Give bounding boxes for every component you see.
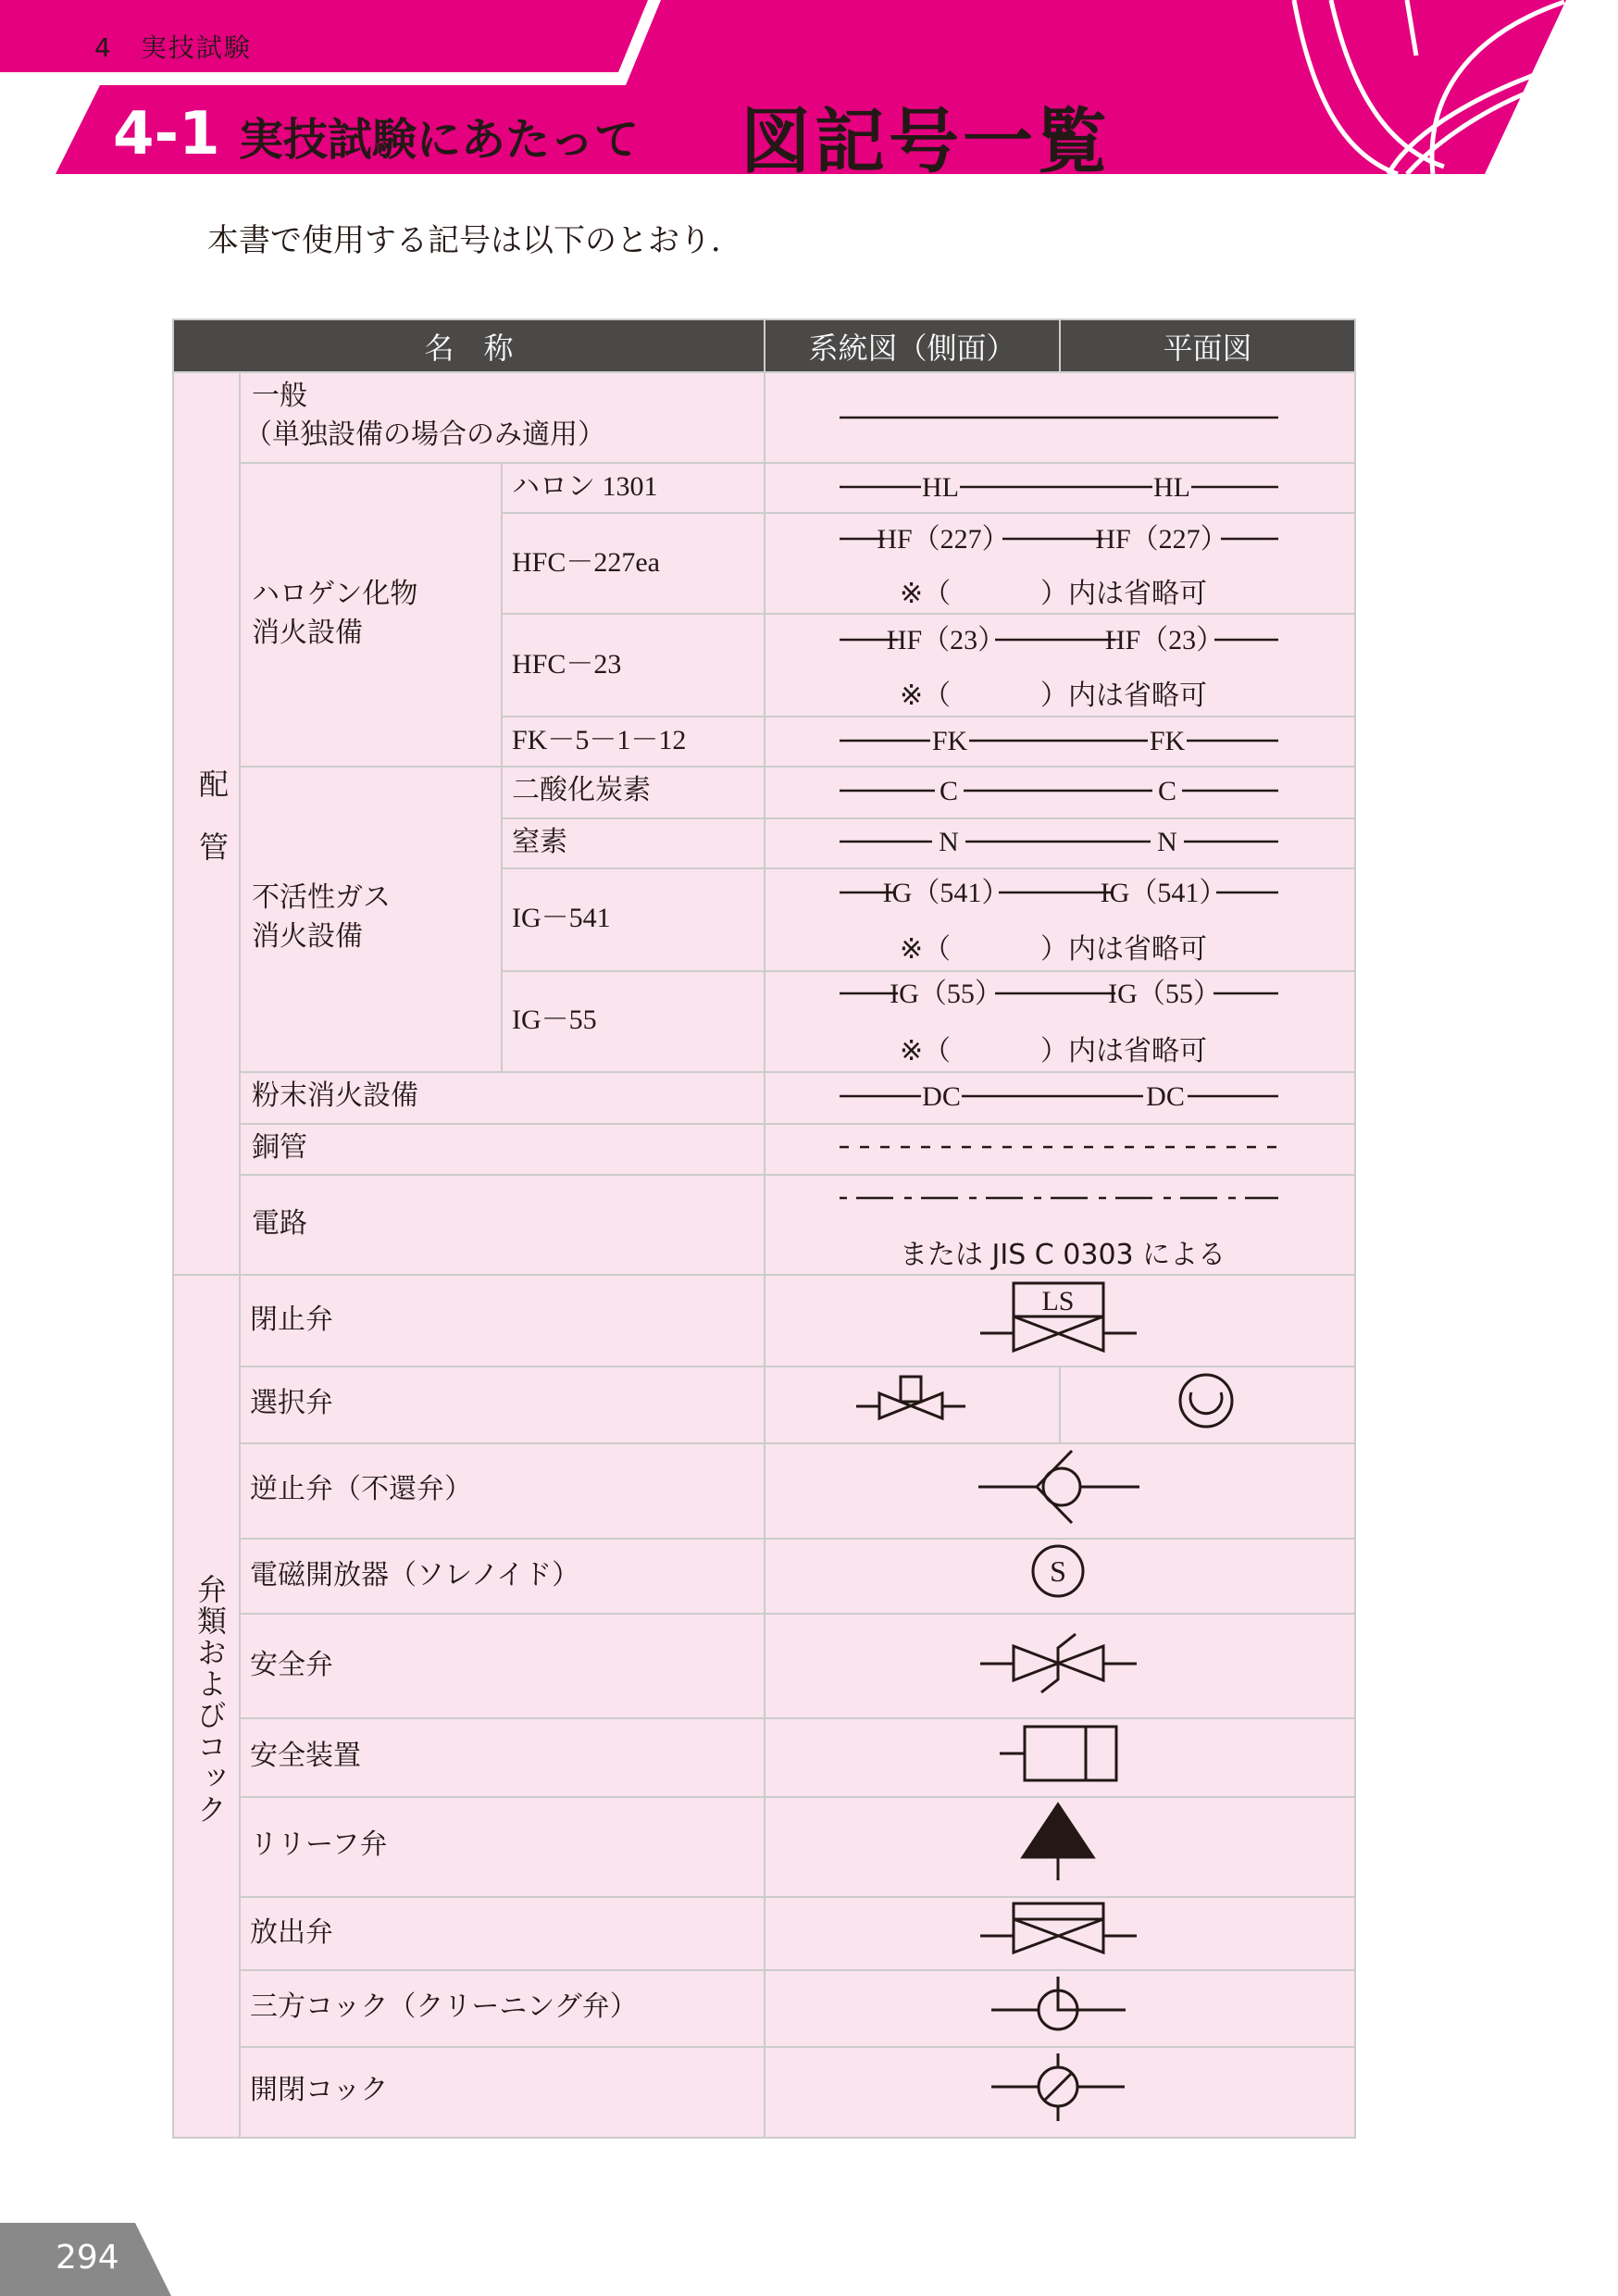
svg-text:IG（541）: IG（541） xyxy=(1100,878,1227,908)
halogen-group-label2: 消火設備 xyxy=(252,617,363,649)
svg-text:DC: DC xyxy=(922,1081,961,1112)
svg-text:S: S xyxy=(1050,1554,1066,1588)
note-suffix: ）内は省略可 xyxy=(1040,680,1207,712)
section-number: 4-1 xyxy=(113,100,220,168)
check-valve-icon xyxy=(978,1451,1139,1523)
open-close-cock-icon xyxy=(991,2053,1125,2121)
selector-valve-icon xyxy=(856,1377,965,1418)
co2-name: 二酸化炭素 xyxy=(512,774,651,806)
note-prefix: ※（ xyxy=(900,680,952,712)
valve-name: 三方コック（クリーニング弁） xyxy=(250,1990,638,2023)
electric-name: 電路 xyxy=(252,1207,307,1240)
header-plan: 平面図 xyxy=(1059,318,1356,373)
valve-name: 電磁開放器（ソレノイド） xyxy=(250,1559,580,1591)
svg-text:DC: DC xyxy=(1146,1081,1185,1112)
safety-device-icon xyxy=(1000,1727,1116,1780)
general-label: 一般 xyxy=(252,380,307,412)
svg-text:IG（541）: IG（541） xyxy=(882,878,1010,908)
valve-name: 逆止弁（不還弁） xyxy=(250,1473,472,1505)
svg-text:FK: FK xyxy=(1149,726,1186,756)
group-valves-label: 弁類およびコック xyxy=(193,1574,228,1826)
valve-name: 閉止弁 xyxy=(250,1304,333,1336)
general-sub-label: （単独設備の場合のみ適用） xyxy=(244,418,605,451)
valve-name: 安全装置 xyxy=(250,1740,361,1772)
note-prefix: ※（ xyxy=(900,933,952,966)
svg-text:IG（55）: IG（55） xyxy=(890,979,1002,1009)
note-prefix: ※（ xyxy=(900,578,952,610)
svg-text:HF（23）: HF（23） xyxy=(1104,625,1225,655)
copper-name-cell xyxy=(239,1123,765,1176)
nitrogen-name: 窒素 xyxy=(512,826,567,858)
svg-text:N: N xyxy=(939,827,959,857)
svg-text:HF（23）: HF（23） xyxy=(886,625,1006,655)
valve-symbols xyxy=(0,1268,1618,2148)
note-suffix: ）内は省略可 xyxy=(1040,578,1207,610)
three-way-cock-icon xyxy=(991,1977,1126,2029)
svg-text:N: N xyxy=(1157,827,1177,857)
ig541-name: IG－541 xyxy=(512,903,611,933)
svg-text:LS: LS xyxy=(1041,1286,1075,1316)
header-name: 名 称 xyxy=(172,318,765,373)
note-suffix: ）内は省略可 xyxy=(1040,1035,1207,1067)
powder-name: 粉末消火設備 xyxy=(252,1079,418,1112)
discharge-valve-icon xyxy=(980,1903,1137,1953)
page-title: 図記号一覧 xyxy=(741,100,1111,182)
note-suffix: ）内は省略可 xyxy=(1040,933,1207,966)
svg-text:FK: FK xyxy=(931,726,968,756)
fk-name: FK－5－1－12 xyxy=(512,725,687,755)
valve-name: 安全弁 xyxy=(250,1649,333,1681)
valve-name: 選択弁 xyxy=(250,1387,333,1419)
halogen-group-label1: ハロゲン化物 xyxy=(252,578,418,610)
intro-text: 本書で使用する記号は以下のとおり． xyxy=(207,222,742,259)
section-title: 実技試験にあたって xyxy=(239,114,640,166)
note-prefix: ※（ xyxy=(900,1035,952,1067)
valve-name: 放出弁 xyxy=(250,1916,333,1949)
svg-text:HF（227）: HF（227） xyxy=(1095,524,1228,555)
chapter-label: 4 実技試験 xyxy=(94,32,252,63)
header-system: 系統図（側面） xyxy=(764,318,1061,373)
valve-name: 開閉コック xyxy=(250,2074,389,2106)
svg-text:C: C xyxy=(1157,776,1177,806)
svg-text:IG（55）: IG（55） xyxy=(1108,979,1221,1009)
group-piping-label: 配 管 xyxy=(194,768,230,863)
ig55-name: IG－55 xyxy=(512,1004,597,1035)
piping-line-symbols xyxy=(764,371,1356,1276)
hfc23-name: HFC－23 xyxy=(512,649,622,680)
inert-group-label2: 消火設備 xyxy=(252,920,363,953)
electric-note: または JIS C 0303 による xyxy=(900,1239,1226,1271)
svg-text:HL: HL xyxy=(1153,472,1190,503)
relief-valve-icon xyxy=(1023,1804,1093,1880)
safety-valve-icon xyxy=(980,1634,1137,1692)
svg-text:HF（227）: HF（227） xyxy=(877,524,1010,555)
selector-valve-plan-icon xyxy=(1180,1375,1232,1427)
svg-text:C: C xyxy=(939,776,959,806)
inert-group-label1: 不活性ガス xyxy=(252,881,391,914)
electric-name-cell xyxy=(239,1174,765,1276)
halon1301-name: ハロン 1301 xyxy=(512,471,658,502)
svg-text:HL: HL xyxy=(922,472,959,503)
page-number: 294 xyxy=(56,2239,119,2277)
copper-name: 銅管 xyxy=(252,1131,307,1164)
hfc227-name: HFC－227ea xyxy=(512,547,660,578)
valve-name: リリーフ弁 xyxy=(250,1828,388,1861)
